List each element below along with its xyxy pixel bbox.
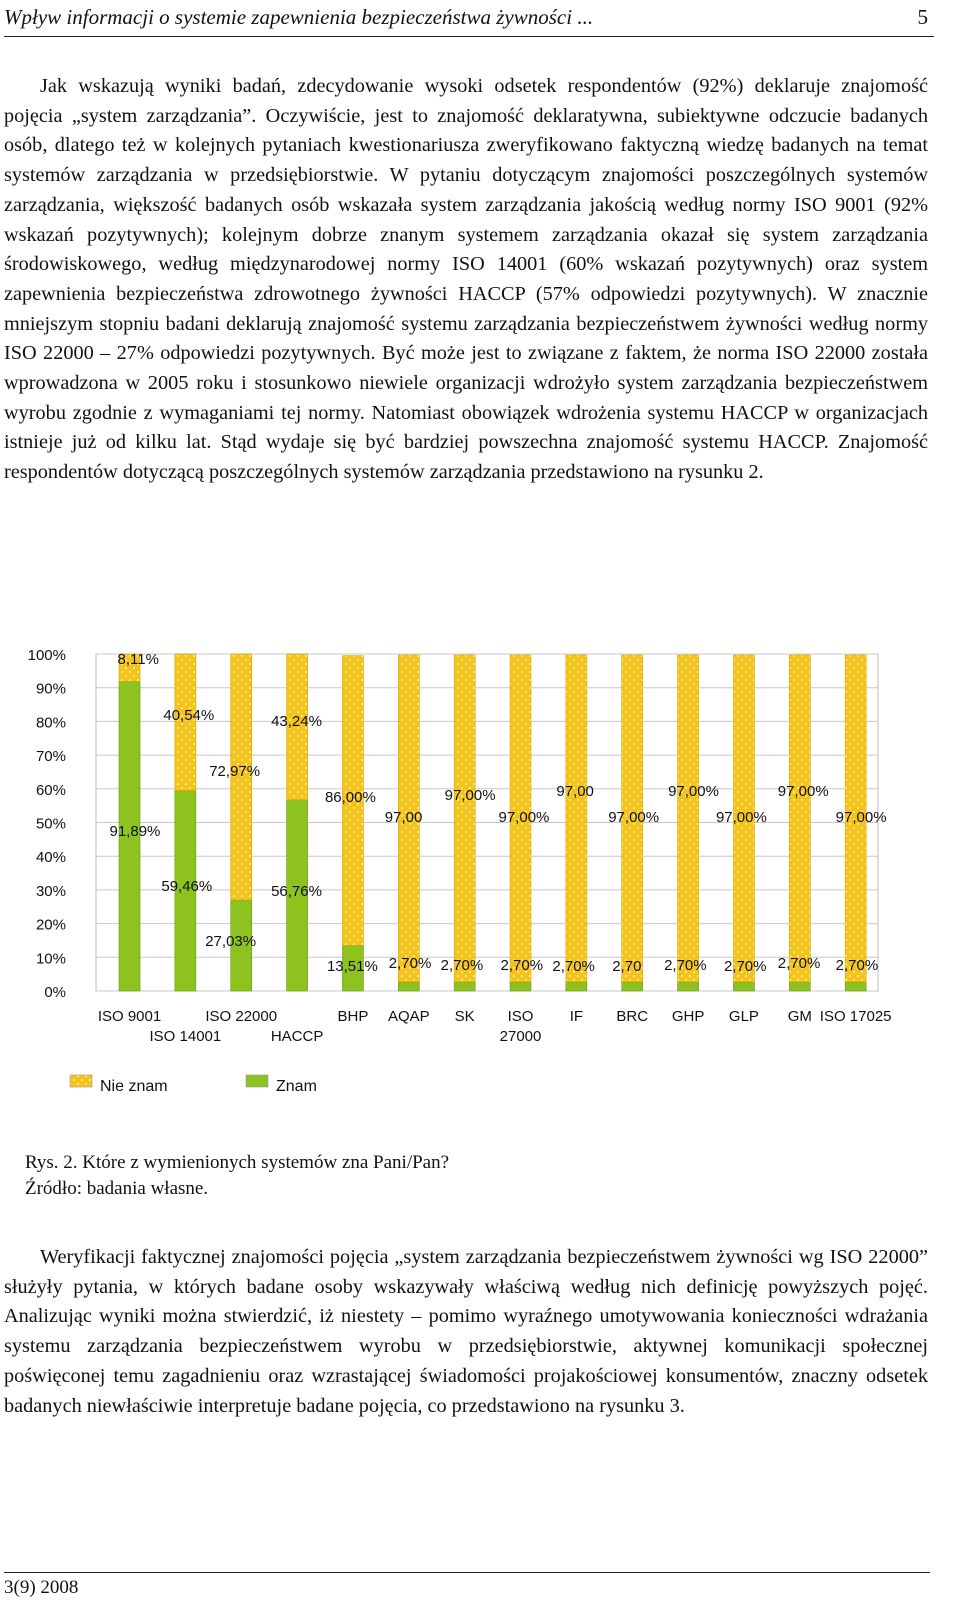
bar-nie-znam xyxy=(678,655,699,982)
y-tick-label: 0% xyxy=(44,984,66,1001)
y-tick-label: 60% xyxy=(35,781,66,799)
bar-znam xyxy=(454,982,475,991)
x-tick-label: GLP xyxy=(728,1008,759,1025)
y-tick-label: 30% xyxy=(35,882,66,900)
data-label-nie-znam: 97,00% xyxy=(777,783,829,800)
x-tick-label: AQAP xyxy=(387,1008,430,1025)
data-label-znam: 2,70% xyxy=(664,957,707,974)
x-tick-label: 27000 xyxy=(499,1028,542,1045)
data-label-znam: 13,51% xyxy=(326,958,378,975)
footer xyxy=(4,1572,930,1599)
x-tick-label: ISO 22000 xyxy=(205,1008,278,1025)
bar-znam xyxy=(510,982,531,991)
legend-label: Nie znam xyxy=(100,1078,168,1095)
data-label-znam: 2,70% xyxy=(388,955,432,972)
data-label-znam: 2,70% xyxy=(835,957,879,974)
data-label-znam: 2,70% xyxy=(723,958,767,975)
x-tick-label: ISO 14001 xyxy=(149,1028,222,1045)
bar-znam xyxy=(566,982,587,991)
data-label-znam: 2,70% xyxy=(777,955,821,972)
figure-source: Źródło: badania własne. xyxy=(25,1178,209,1199)
data-label-nie-znam: 97,00% xyxy=(668,783,719,800)
figure-title: Rys. 2. Które z wymienionych systemów zna Pani/Pan? xyxy=(25,1152,450,1173)
page-number: 5 xyxy=(917,5,928,29)
x-tick-label: ISO xyxy=(507,1008,534,1025)
x-tick-label: ISO 17025 xyxy=(819,1008,892,1025)
y-tick-label: 10% xyxy=(35,950,66,968)
bar-znam xyxy=(398,982,419,991)
legend-label: Znam xyxy=(276,1078,317,1095)
y-tick-label: 40% xyxy=(35,849,66,867)
running-header xyxy=(4,2,934,37)
y-tick-label: 50% xyxy=(35,815,66,833)
y-tick-label: 70% xyxy=(35,748,66,766)
bar-znam xyxy=(845,982,866,991)
x-tick-label: BHP xyxy=(337,1008,369,1025)
bar-znam xyxy=(733,982,754,991)
data-label-nie-znam: 97,00% xyxy=(444,787,496,804)
x-tick-label: GHP xyxy=(671,1008,705,1025)
data-label-nie-znam: 97,00% xyxy=(608,809,660,826)
data-label-znam: 27,03% xyxy=(205,933,257,950)
data-label-nie-znam: 97,00% xyxy=(498,809,550,826)
y-tick-label: 80% xyxy=(35,714,66,732)
data-label-znam: 2,70% xyxy=(440,957,484,974)
y-tick-label: 100% xyxy=(27,647,66,664)
data-label-znam: 56,76% xyxy=(271,883,322,900)
x-tick-label: IF xyxy=(569,1008,584,1025)
data-label-znam: 91,89% xyxy=(109,823,161,840)
figure-caption xyxy=(25,1150,449,1202)
data-label-nie-znam: 8,11% xyxy=(117,651,159,668)
data-label-nie-znam: 72,97% xyxy=(209,763,261,780)
data-label-znam: 2,70% xyxy=(552,958,595,975)
x-tick-label: ISO 9001 xyxy=(97,1008,162,1025)
legend-swatch xyxy=(70,1075,92,1087)
bar-znam xyxy=(789,982,810,991)
bar-znam xyxy=(678,982,699,991)
data-label-nie-znam: 40,54% xyxy=(163,707,215,724)
bar-nie-znam xyxy=(454,655,475,982)
data-label-nie-znam: 97,00 xyxy=(556,783,594,800)
data-label-nie-znam: 43,24% xyxy=(271,713,322,730)
bar-nie-znam xyxy=(789,655,810,982)
y-tick-label: 90% xyxy=(35,680,66,698)
bar-znam xyxy=(622,982,643,991)
data-label-znam: 2,70 xyxy=(612,958,642,975)
x-tick-label: HACCP xyxy=(270,1028,324,1045)
y-tick-label: 20% xyxy=(35,916,66,934)
legend-swatch xyxy=(246,1075,268,1087)
body-paragraph-1: Jak wskazują wyniki badań, zdecydowanie wysoki odsetek respondentów (92%) deklaruje znajomość pojęcia „system zarządzania”. Oczywiście, jest to znajomość deklaratywna, subiektywne odczucie badanych osób, dlatego też w kolejnych pytaniach kwestionariusza zweryfikowano faktyczną wiedzę badanych na temat systemów zarządzania w przedsiębiorstwie. W pytaniu dotyczącym znajomości poszczególnych systemów zarządzania, większość badanych osób wskazała system zarządzania jakością według normy ISO 9001 (92% wskazań pozytywnych); kolejnym dobrze znanym systemem zarządzania okazał się system zarządzania środowiskowego, według międzynarodowej normy ISO 14001 (60% wskazań pozytywnych) oraz system zapewnienia bezpieczeństwa zdrowotnego żywności HACCP (57% odpowiedzi pozytywnych). W znacznie mniejszym stopniu badani deklarują znajomość systemu zarządzania bezpieczeństwem żywności według normy ISO 22000 – 27% odpowiedzi pozytywnych. Być może jest to związane z faktem, że norma ISO 22000 została wprowadzona w 2005 roku i stosunkowo niewiele organizacji wdrożyło system zarządzania bezpieczeństwem wyrobu zgodnie z wymaganiami tej normy. Natomiast obowiązek wdrożenia systemu HACCP w organizacjach istnieje już od kilku lat. Stąd wydaje się być bardziej powszechna znajomość systemu HACCP. Znajomość respondentów dotyczącą poszczególnych systemów zarządzania przedstawiono na rysunku 2. xyxy=(4,75,928,484)
issue-number: 3(9) 2008 xyxy=(4,1577,79,1598)
data-label-znam: 59,46% xyxy=(161,878,213,895)
x-tick-label: GM xyxy=(787,1008,812,1025)
data-label-nie-znam: 97,00% xyxy=(835,809,887,826)
data-label-nie-znam: 97,00% xyxy=(715,809,767,826)
running-title: Wpływ informacji o systemie zapewnienia bezpieczeństwa żywności ... xyxy=(4,5,594,29)
data-label-nie-znam: 97,00 xyxy=(384,809,423,826)
body-paragraph-2: Weryfikacji faktycznej znajomości pojęcia „system zarządzania bezpieczeństwem żywności wg ISO 22000” służyły pytania, w których badane osoby wskazywały właściwą według nich definicję powyższych pojęć. Analizując wyniki można stwierdzić, iż niestety – pomimo wyraźnego umotywowania konieczności wdrażania systemu zarządzania bezpieczeństwem wyrobu w przedsiębiorstwie, aktywnej komunikacji społecznej poświęconej temu zagadnieniu oraz wzrastającej świadomości projakościowej konsumentów, znaczny odsetek badanych niewłaściwie interpretuje badane pojęcia, co przedstawiono na rysunku 3. xyxy=(4,1246,928,1417)
x-tick-label: SK xyxy=(454,1008,475,1025)
bar-nie-znam xyxy=(566,655,587,982)
data-label-nie-znam: 86,00% xyxy=(324,789,376,806)
data-label-znam: 2,70% xyxy=(500,957,544,974)
x-tick-label: BRC xyxy=(616,1008,649,1025)
stacked-bar-chart xyxy=(0,630,960,1110)
